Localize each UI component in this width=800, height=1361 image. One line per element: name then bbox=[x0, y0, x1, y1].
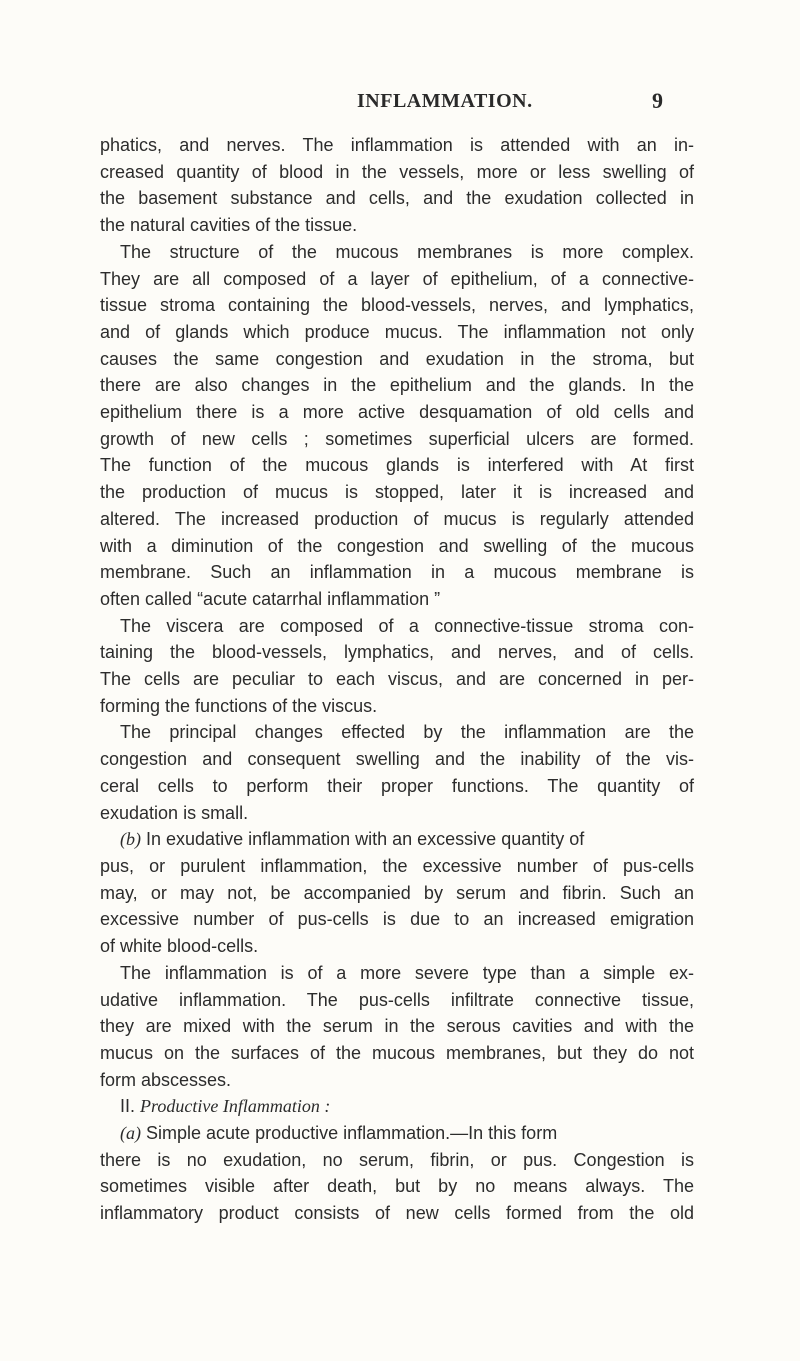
text-line: The principal changes effected by the inflammation are the bbox=[120, 722, 694, 743]
text-line: The viscera are composed of a connective-tissue stroma con- bbox=[120, 615, 694, 636]
text-line: sometimes visible after death, but by no means always. The bbox=[100, 1176, 694, 1197]
page-number: 9 bbox=[652, 88, 663, 113]
running-title: INFLAMMATION. bbox=[357, 90, 533, 112]
text-line: membrane. Such an inflammation in a mucous membrane is bbox=[100, 562, 694, 583]
body-text bbox=[100, 132, 694, 1227]
text-line: there is no exudation, no serum, fibrin, or pus. Congestion is bbox=[100, 1149, 694, 1170]
section-heading bbox=[100, 1093, 694, 1120]
text-line: forming the functions of the viscus. bbox=[100, 695, 378, 716]
text-line: the natural cavities of the tissue. bbox=[100, 215, 358, 236]
text-line: The structure of the mucous membranes is more complex. bbox=[120, 241, 694, 262]
text-line: altered. The increased production of mucus is regularly attended bbox=[100, 508, 694, 529]
text-line bbox=[100, 1120, 694, 1147]
text-line: taining the blood-vessels, lymphatics, and nerves, and of cells. bbox=[100, 642, 694, 663]
text-line: and of glands which produce mucus. The inflammation not only bbox=[100, 321, 694, 342]
text-line: The function of the mucous glands is interfered with At first bbox=[100, 455, 694, 476]
text-line: of white blood-cells. bbox=[100, 936, 259, 957]
text-line: may, or may not, be accompanied by serum and fibrin. Such an bbox=[100, 882, 694, 903]
text-line-content: Simple acute productive inflammation.—In this form bbox=[146, 1123, 558, 1144]
text-line: They are all composed of a layer of epithelium, of a connective- bbox=[100, 268, 694, 289]
text-line: epithelium there is a more active desquamation of old cells and bbox=[100, 402, 694, 423]
text-line: the production of mucus is stopped, later it is increased and bbox=[100, 482, 694, 503]
text-line: causes the same congestion and exudation in the stroma, but bbox=[100, 348, 694, 369]
text-line: with a diminution of the congestion and swelling of the mucous bbox=[100, 535, 694, 556]
text-line: pus, or purulent inflammation, the excessive number of pus-cells bbox=[100, 855, 694, 876]
text-line: there are also changes in the epithelium and the glands. In the bbox=[100, 375, 694, 396]
text-line: creased quantity of blood in the vessels, more or less swelling of bbox=[100, 161, 694, 182]
text-line: The inflammation is of a more severe type than a simple ex- bbox=[120, 962, 694, 983]
text-line: often called “acute catarrhal inflammation ” bbox=[100, 588, 441, 609]
text-line: phatics, and nerves. The inflammation is attended with an in- bbox=[100, 135, 694, 155]
text-line: growth of new cells ; sometimes superficial ulcers are formed. bbox=[100, 428, 694, 449]
text-line: the basement substance and cells, and the exudation collected in bbox=[100, 188, 694, 209]
text-line: udative inflammation. The pus-cells infiltrate connective tissue, bbox=[100, 989, 694, 1010]
text-line bbox=[100, 826, 694, 853]
text-line: The cells are peculiar to each viscus, and are concerned in per- bbox=[100, 669, 694, 690]
text-line: ceral cells to perform their proper functions. The quantity of bbox=[100, 775, 694, 796]
text-line: they are mixed with the serum in the serous cavities and with the bbox=[100, 1016, 694, 1037]
text-line: tissue stroma containing the blood-vessels, nerves, and lymphatics, bbox=[100, 295, 694, 316]
marker-b: (b) bbox=[120, 829, 141, 850]
page-header bbox=[0, 88, 800, 128]
text-line: excessive number of pus-cells is due to an increased emigration bbox=[100, 909, 694, 930]
text-line: inflammatory product consists of new cells formed from the old bbox=[100, 1203, 694, 1224]
text-line: congestion and consequent swelling and the inability of the vis- bbox=[100, 749, 694, 770]
text-line: mucus on the surfaces of the mucous membranes, but they do not bbox=[100, 1042, 694, 1063]
section-title: Productive Inflammation : bbox=[140, 1096, 331, 1117]
text-line: form abscesses. bbox=[100, 1069, 232, 1090]
marker-a: (a) bbox=[120, 1123, 141, 1144]
text-line-content: In exudative inflammation with an excessive quantity of bbox=[146, 829, 585, 850]
section-number: II. bbox=[120, 1096, 136, 1117]
text-line: exudation is small. bbox=[100, 802, 249, 823]
